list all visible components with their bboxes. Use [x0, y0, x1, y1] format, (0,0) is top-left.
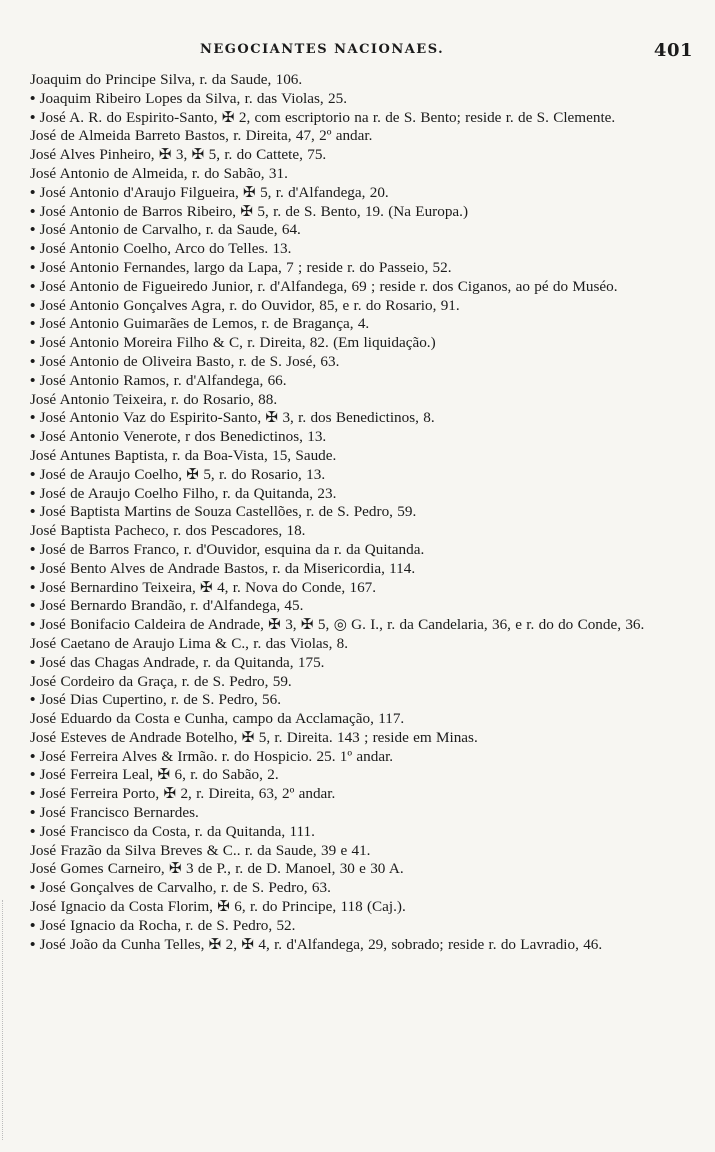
- entry-text: • José Antonio Moreira Filho & C, r. Direita, 82. (Em liquidação.): [30, 334, 436, 351]
- entry-text: • José Ferreira Alves & Irmão. r. do Hospicio. 25. 1º andar.: [30, 748, 393, 765]
- entry-text: • José de Barros Franco, r. d'Ouvidor, esquina da r. da Quitanda.: [30, 541, 424, 558]
- entry-text: José Frazão da Silva Breves & C.. r. da Saude, 39 e 41.: [30, 841, 371, 859]
- list-item: [30, 842, 690, 861]
- list-item: [30, 146, 690, 165]
- entry-text: • José Ignacio da Rocha, r. de S. Pedro, 52.: [30, 917, 295, 934]
- list-item: [30, 391, 690, 410]
- entry-text: • José Dias Cupertino, r. de S. Pedro, 56.: [30, 691, 281, 708]
- entry-text: • José Antonio de Oliveira Basto, r. de S. José, 63.: [30, 353, 339, 370]
- entry-text: • José Bonifacio Caldeira de Andrade, ✠ 3, ✠ 5, ◎ G. I., r. da Candelaria, 36, e r. do do Conde, 36.: [30, 616, 644, 633]
- entry-text: • José Bento Alves de Andrade Bastos, r. da Misericordia, 114.: [30, 560, 415, 577]
- entry-text: • Joaquim Ribeiro Lopes da Silva, r. das Violas, 25.: [30, 90, 347, 107]
- list-item: [30, 654, 690, 673]
- entry-text: • José Antonio Guimarães de Lemos, r. de Bragança, 4.: [30, 315, 369, 332]
- entry-text: • José Antonio Fernandes, largo da Lapa, 7 ; reside r. do Passeio, 52.: [30, 259, 452, 276]
- entry-text: José Baptista Pacheco, r. dos Pescadores, 18.: [30, 522, 306, 540]
- list-item: [30, 710, 690, 729]
- list-item: [30, 635, 690, 654]
- entry-text: José Antonio Teixeira, r. do Rosario, 88.: [30, 390, 278, 408]
- list-item: [30, 165, 690, 184]
- entry-text: • José Ferreira Leal, ✠ 6, r. do Sabão, 2.: [30, 766, 279, 783]
- entry-text: José Gomes Carneiro, ✠ 3 de P., r. de D. Manoel, 30 e 30 A.: [30, 860, 404, 878]
- entry-text: • José Ferreira Porto, ✠ 2, r. Direita, 63, 2º andar.: [30, 785, 335, 802]
- entry-text: • José Baptista Martins de Souza Castellões, r. de S. Pedro, 59.: [30, 503, 416, 520]
- list-item: [30, 259, 690, 278]
- list-item: [30, 597, 690, 616]
- page-number: 401: [653, 40, 693, 61]
- list-item: [30, 673, 690, 692]
- entry-text: José Alves Pinheiro, ✠ 3, ✠ 5, r. do Cattete, 75.: [30, 146, 327, 164]
- list-item: [30, 898, 690, 917]
- list-item: [30, 748, 690, 767]
- entry-text: José Cordeiro da Graça, r. de S. Pedro, 59.: [30, 672, 292, 690]
- list-item: [30, 879, 690, 898]
- entry-text: • José das Chagas Andrade, r. da Quitanda, 175.: [30, 654, 324, 671]
- page-header: [0, 40, 715, 66]
- list-item: [30, 785, 690, 804]
- list-item: [30, 541, 690, 560]
- merchant-list: [30, 71, 690, 954]
- list-item: [30, 729, 690, 748]
- entry-text: Joaquim do Principe Silva, r. da Saude, 106.: [30, 71, 303, 88]
- entry-text: • José Antonio Ramos, r. d'Alfandega, 66.: [30, 372, 287, 389]
- list-item: [30, 184, 690, 203]
- entry-text: • José Gonçalves de Carvalho, r. de S. Pedro, 63.: [30, 879, 331, 896]
- list-item: [30, 278, 690, 297]
- entry-text: José Antonio de Almeida, r. do Sabão, 31.: [30, 164, 288, 182]
- list-item: [30, 616, 690, 635]
- list-item: [30, 71, 690, 90]
- list-item: [30, 447, 690, 466]
- entry-text: • José de Araujo Coelho, ✠ 5, r. do Rosario, 13.: [30, 466, 325, 483]
- list-item: [30, 804, 690, 823]
- running-title: NEGOCIANTES NACIONAES.: [200, 42, 445, 57]
- entry-text: • José Antonio de Figueiredo Junior, r. d'Alfandega, 69 ; reside r. dos Ciganos, ao pé do Muséo.: [30, 278, 618, 295]
- page-edge-mark: [2, 900, 5, 1140]
- list-item: [30, 691, 690, 710]
- list-item: [30, 522, 690, 541]
- entry-text: • José Bernardo Brandão, r. d'Alfandega, 45.: [30, 597, 303, 614]
- list-item: [30, 221, 690, 240]
- entry-text: José Esteves de Andrade Botelho, ✠ 5, r. Direita. 143 ; reside em Minas.: [30, 728, 478, 746]
- list-item: [30, 240, 690, 259]
- entry-text: • José A. R. do Espirito-Santo, ✠ 2, com escriptorio na r. de S. Bento; reside r. de S. Clemente.: [30, 109, 615, 126]
- list-item: [30, 334, 690, 353]
- entry-text: José Ignacio da Costa Florim, ✠ 6, r. do Principe, 118 (Caj.).: [30, 898, 406, 916]
- entry-text: • José Bernardino Teixeira, ✠ 4, r. Nova do Conde, 167.: [30, 579, 376, 596]
- list-item: [30, 766, 690, 785]
- entry-text: José Eduardo da Costa e Cunha, campo da Acclamação, 117.: [30, 710, 405, 728]
- list-item: [30, 315, 690, 334]
- entry-text: • José Francisco Bernardes.: [30, 804, 199, 821]
- list-item: [30, 353, 690, 372]
- list-item: [30, 372, 690, 391]
- list-item: [30, 466, 690, 485]
- entry-text: • José João da Cunha Telles, ✠ 2, ✠ 4, r. d'Alfandega, 29, sobrado; reside r. do Lavradio, 46.: [30, 936, 602, 953]
- list-item: [30, 823, 690, 842]
- list-item: [30, 560, 690, 579]
- list-item: [30, 860, 690, 879]
- list-item: [30, 203, 690, 222]
- list-item: [30, 127, 690, 146]
- entry-text: • José Antonio Coelho, Arco do Telles. 13.: [30, 240, 291, 257]
- entry-text: • José Antonio Gonçalves Agra, r. do Ouvidor, 85, e r. do Rosario, 91.: [30, 297, 460, 314]
- list-item: [30, 485, 690, 504]
- entry-text: • José Antonio de Barros Ribeiro, ✠ 5, r. de S. Bento, 19. (Na Europa.): [30, 203, 468, 220]
- entry-text: • José Antonio Venerote, r dos Benedictinos, 13.: [30, 428, 326, 445]
- list-item: [30, 90, 690, 109]
- entry-text: • José Antonio Vaz do Espirito-Santo, ✠ 3, r. dos Benedictinos, 8.: [30, 409, 435, 426]
- entry-text: José Caetano de Araujo Lima & C., r. das Violas, 8.: [30, 634, 349, 652]
- entry-text: • José de Araujo Coelho Filho, r. da Quitanda, 23.: [30, 485, 336, 502]
- list-item: [30, 579, 690, 598]
- list-item: [30, 428, 690, 447]
- entry-text: • José Antonio d'Araujo Filgueira, ✠ 5, r. d'Alfandega, 20.: [30, 184, 389, 201]
- entry-text: • José Francisco da Costa, r. da Quitanda, 111.: [30, 823, 315, 840]
- list-item: [30, 409, 690, 428]
- list-item: [30, 297, 690, 316]
- list-item: [30, 936, 690, 955]
- list-item: [30, 109, 690, 128]
- list-item: [30, 503, 690, 522]
- entry-text: • José Antonio de Carvalho, r. da Saude, 64.: [30, 221, 301, 238]
- entry-text: José Antunes Baptista, r. da Boa-Vista, 15, Saude.: [30, 446, 337, 464]
- entry-text: José de Almeida Barreto Bastos, r. Direita, 47, 2º andar.: [30, 127, 373, 145]
- list-item: [30, 917, 690, 936]
